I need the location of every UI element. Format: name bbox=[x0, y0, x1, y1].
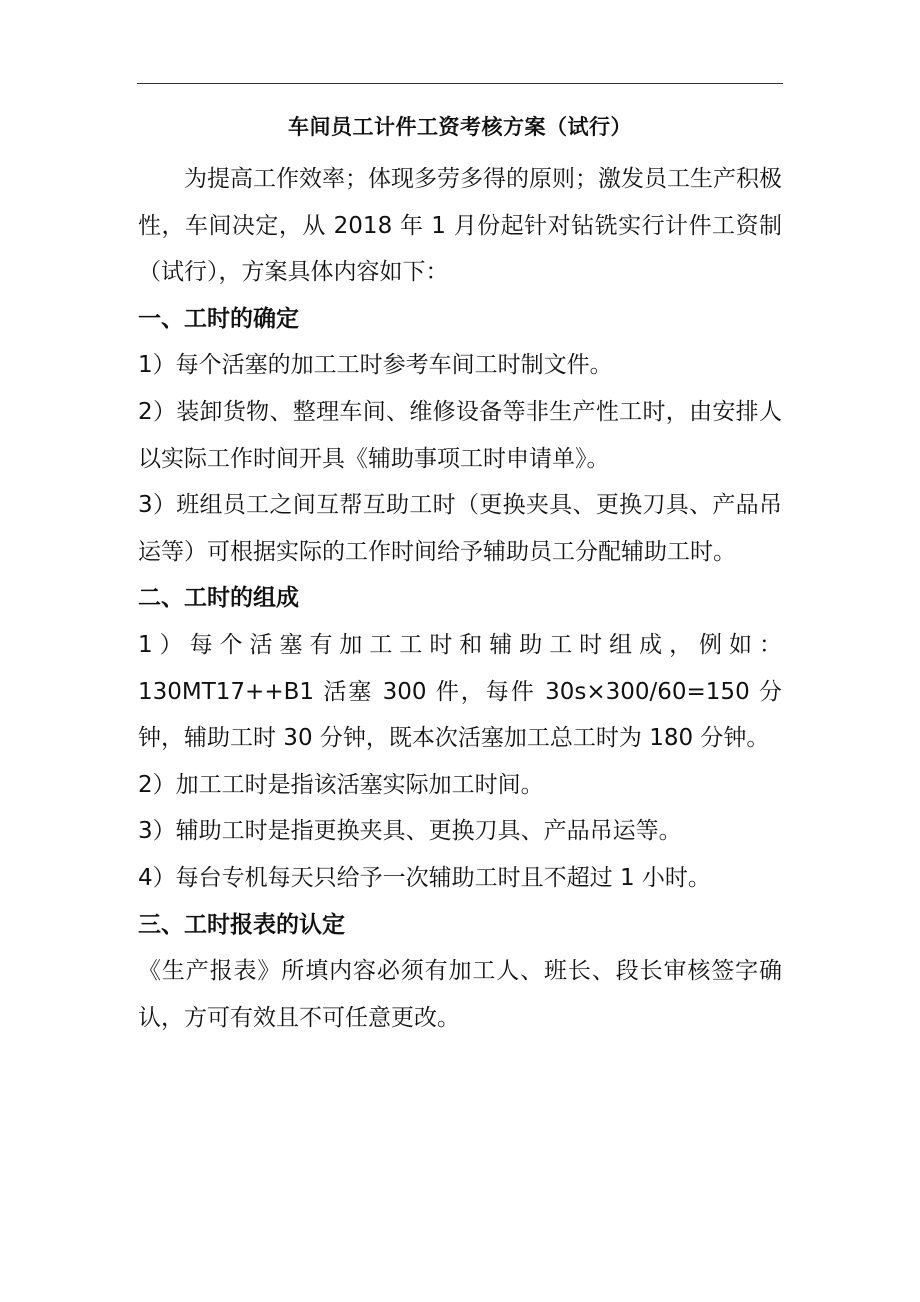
section-3 bbox=[138, 902, 782, 1042]
section-heading: 三、工时报表的认定 bbox=[138, 911, 345, 938]
header-rule bbox=[137, 83, 783, 84]
section-1 bbox=[138, 296, 782, 576]
list-item: 1）每个活塞的加工工时参考车间工时制文件。 bbox=[138, 352, 613, 379]
list-item: 4）每台专机每天只给予一次辅助工时且不超过 1 小时。 bbox=[138, 864, 711, 891]
section-heading: 一、工时的确定 bbox=[138, 305, 299, 332]
list-item: 3）班组员工之间互帮互助工时（更换夹具、更换刀具、产品吊运等）可根据实际的工作时间给予辅助员工分配辅助工时。 bbox=[138, 492, 782, 565]
section-heading: 二、工时的组成 bbox=[138, 585, 299, 612]
list-item: 3）辅助工时是指更换夹具、更换刀具、产品吊运等。 bbox=[138, 818, 682, 845]
list-item: 2）装卸货物、整理车间、维修设备等非生产性工时，由安排人以实际工作时间开具《辅助事项工时申请单》。 bbox=[138, 398, 782, 472]
document-title: 车间员工计件工资考核方案（试行） bbox=[288, 115, 632, 139]
intro-paragraph: 为提高工作效率；体现多劳多得的原则；激发员工生产积极性，车间决定，从 2018 年 1 月份起针对钻铣实行计件工资制（试行），方案具体内容如下： bbox=[138, 166, 782, 286]
document-body bbox=[138, 112, 782, 1041]
list-item: 2）加工工时是指该活塞实际加工时间。 bbox=[138, 771, 544, 798]
list-item: 1）每个活塞有加工工时和辅助工时组成，例如：130MT17++B1 活塞 300 件，每件 30s×300/60=150 分钟，辅助工时 30 分钟，既本次活塞加工总工时为 180 分钟。 bbox=[138, 631, 782, 752]
list-item: 《生产报表》所填内容必须有加工人、班长、段长审核签字确认，方可有效且不可任意更改。 bbox=[138, 958, 782, 1031]
section-2 bbox=[138, 575, 782, 901]
